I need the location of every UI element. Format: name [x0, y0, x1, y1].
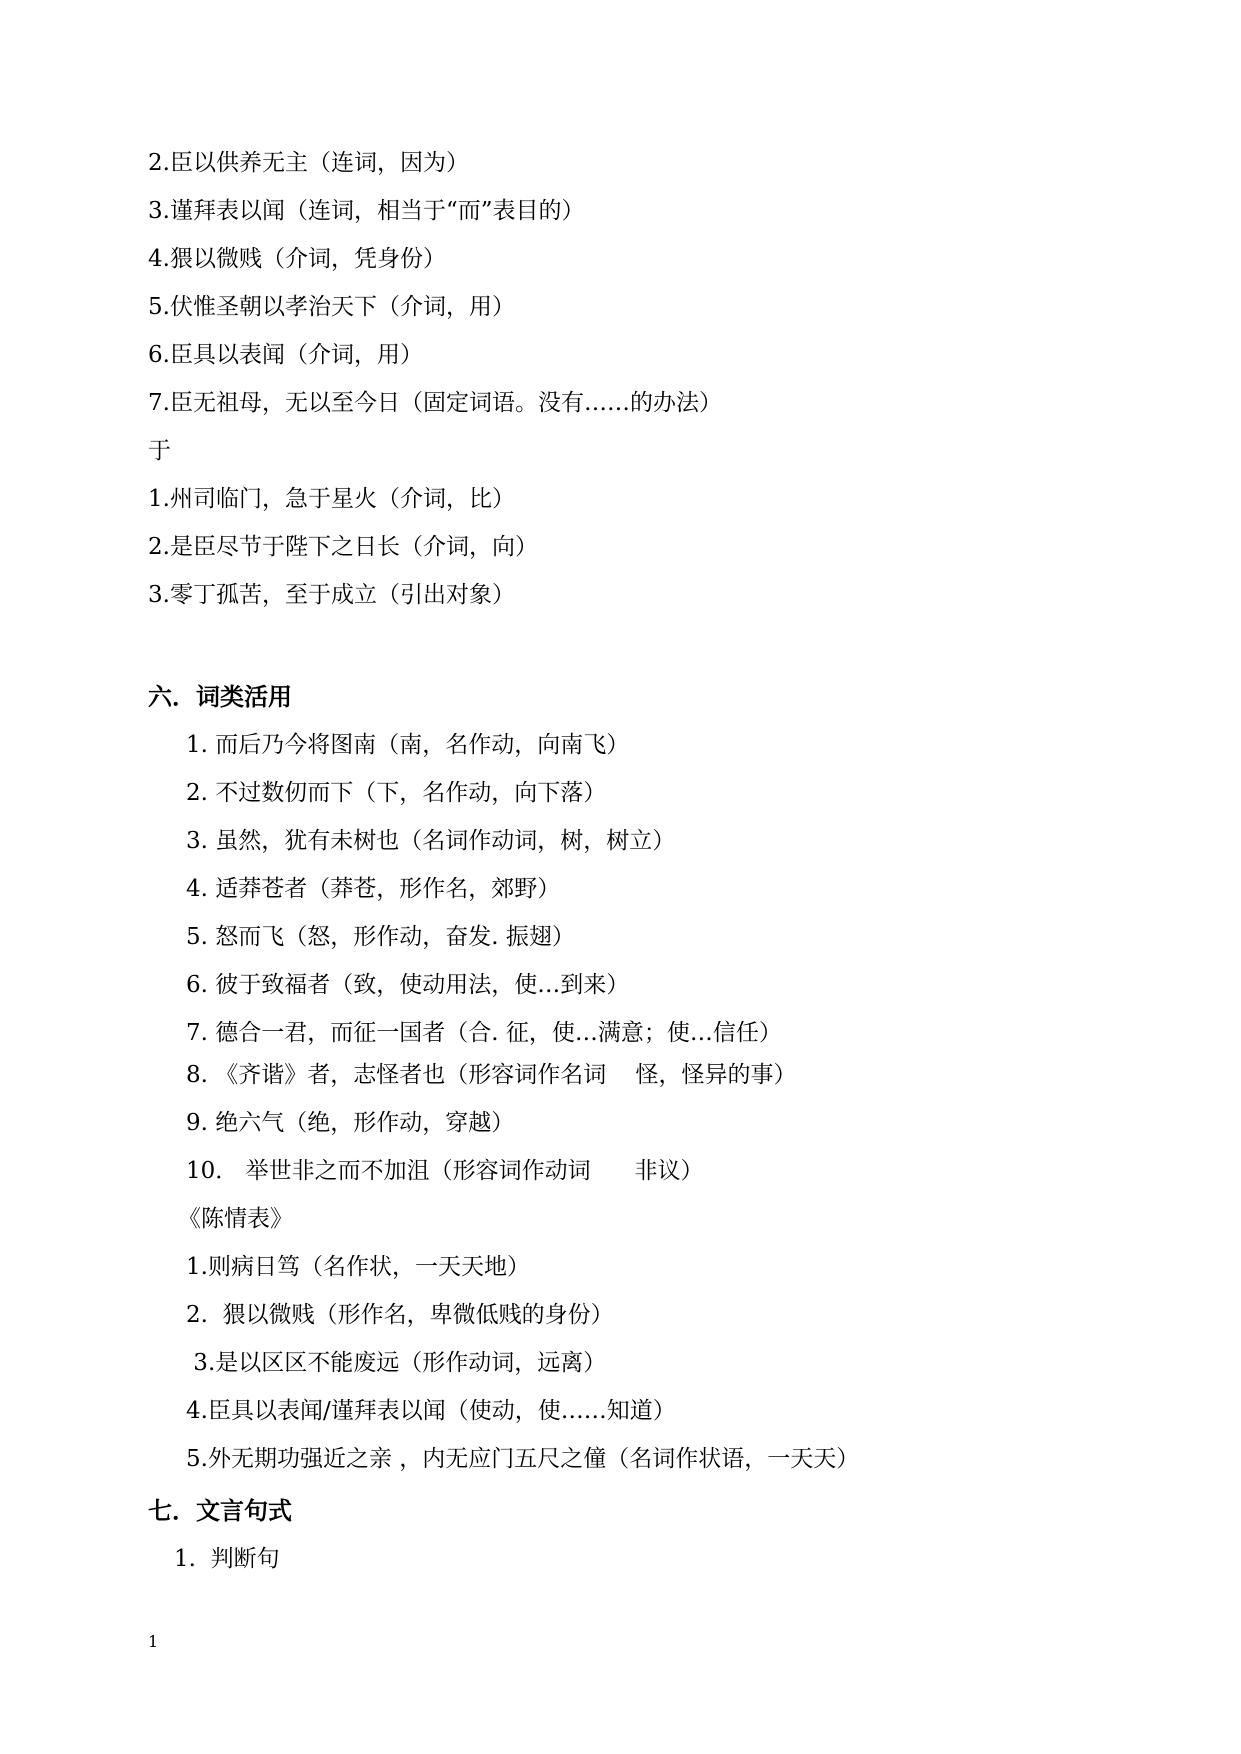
section-heading: 七．文言句式: [148, 1497, 292, 1525]
text-line: 1. 而后乃今将图南（南，名作动，向南飞）: [186, 732, 630, 758]
text-line: 2.是臣尽节于陛下之日长（介词，向）: [148, 534, 538, 560]
text-line: 2. 不过数仞而下（下，名作动，向下落）: [186, 780, 607, 806]
subsection-title: 于: [148, 438, 171, 464]
text-line: 5.伏惟圣朝以孝治天下（介词，用）: [148, 294, 515, 320]
text-line: 1.则病日笃（名作状，一天天地）: [186, 1254, 530, 1280]
text-line: 8. 《齐谐》者，志怪者也（形容词作名词 怪，怪异的事）: [186, 1062, 797, 1088]
section-heading: 六．词类活用: [148, 683, 292, 711]
text-line: 4.臣具以表闻/谨拜表以闻（使动，使……知道）: [186, 1398, 676, 1424]
text-line: 3. 虽然，犹有未树也（名词作动词，树，树立）: [186, 828, 676, 854]
text-line: 9. 绝六气（绝，形作动，穿越）: [186, 1110, 515, 1136]
text-line: 2.臣以供养无主（连词，因为）: [148, 150, 469, 176]
subsection-title: 《陈情表》: [178, 1206, 293, 1232]
text-line: 6.臣具以表闻（介词，用）: [148, 342, 423, 368]
text-line: 5.外无期功强近之亲 ，内无应门五尺之僮（名词作状语，一天天）: [186, 1446, 860, 1472]
text-line: 2. 猥以微贱（形作名，卑微低贱的身份）: [186, 1302, 614, 1328]
text-line: 4.猥以微贱（介词，凭身份）: [148, 246, 446, 272]
text-line: 10． 举世非之而不加沮（形容词作动词 非议）: [186, 1158, 704, 1184]
text-line: 7. 德合一君，而征一国者（合. 征，使…满意；使…信任）: [186, 1020, 782, 1046]
text-line: 1. 判断句: [174, 1546, 280, 1572]
text-line: 3.是以区区不能废远（形作动词，远离）: [186, 1350, 607, 1376]
text-line: 5. 怒而飞（怒，形作动，奋发. 振翅）: [186, 924, 575, 950]
page-number: 1: [148, 1632, 159, 1651]
text-line: 7.臣无祖母，无以至今日（固定词语。没有……的办法）: [148, 390, 722, 416]
text-line: 3.谨拜表以闻（连词，相当于“而”表目的）: [148, 198, 585, 224]
text-line: 4. 适莽苍者（莽苍，形作名，郊野）: [186, 876, 561, 902]
text-line: 1.州司临门，急于星火（介词，比）: [148, 486, 515, 512]
text-line: 3.零丁孤苦，至于成立（引出对象）: [148, 582, 515, 608]
text-line: 6. 彼于致福者（致，使动用法，使…到来）: [186, 972, 630, 998]
